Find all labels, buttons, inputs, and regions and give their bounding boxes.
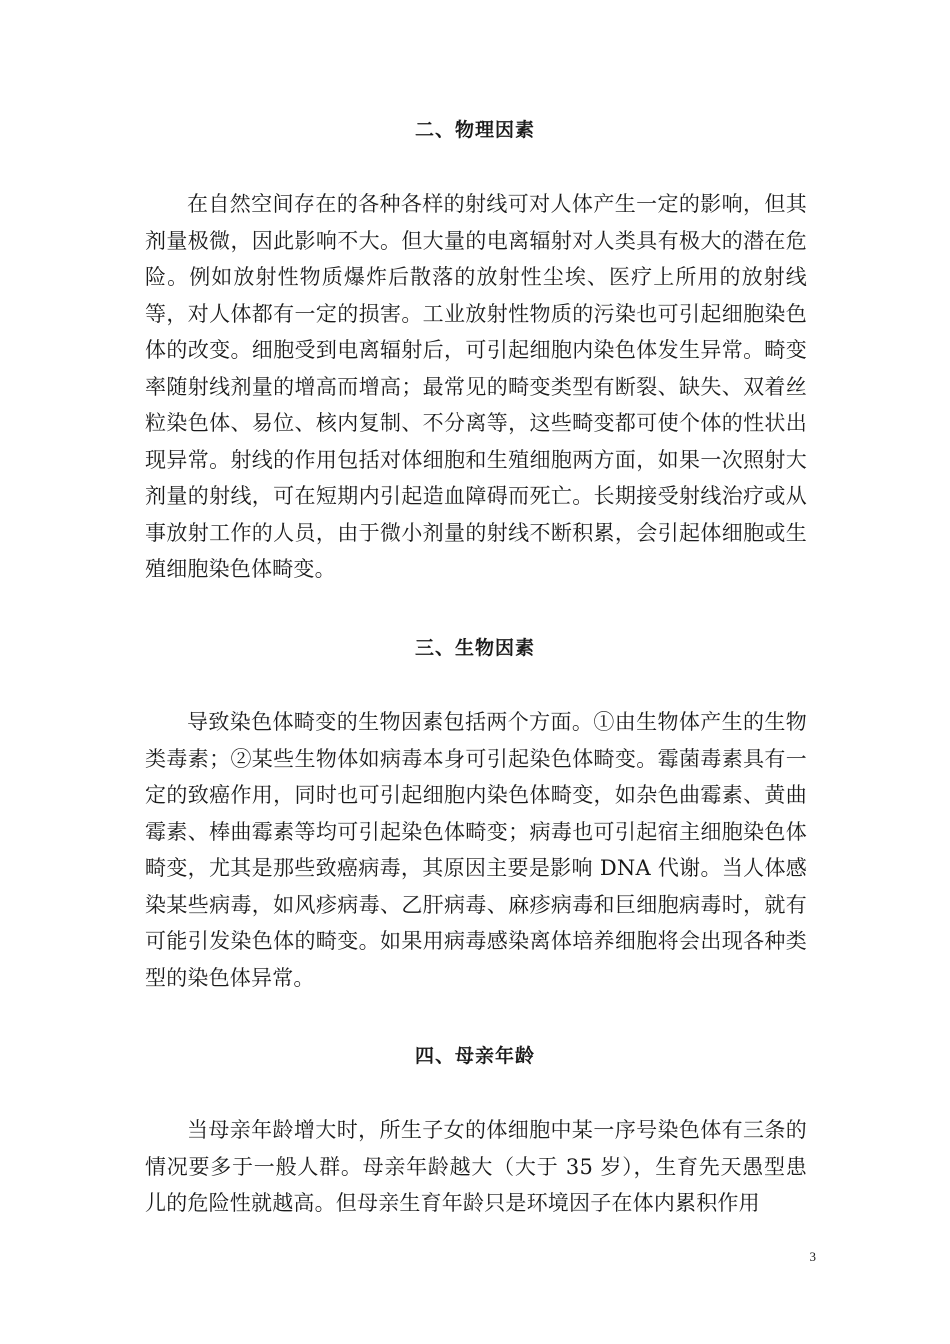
section-paragraph-maternal-age: 当母亲年龄增大时，所生子女的体细胞中某一序号染色体有三条的情况要多于一般人群。母亲年龄越大（大于 35 岁），生育先天愚型患儿的危险性就越高。但母亲生育年龄只是环境因子在体内累积作用 — [145, 1118, 807, 1215]
section-paragraph-physical-factors: 在自然空间存在的各种各样的射线可对人体产生一定的影响，但其剂量极微，因此影响不大。但大量的电离辐射对人类具有极大的潜在危险。例如放射性物质爆炸后散落的放射性尘埃、医疗上所用的放射线等，对人体都有一定的损害。工业放射性物质的污染也可引起细胞染色体的改变。细胞受到电离辐射后，可引起细胞内染色体发生异常。畸变率随射线剂量的增高而增高；最常见的畸变类型有断裂、缺失、双着丝粒染色体、易位、核内复制、不分离等，这些畸变都可使个体的性状出现异常。射线的作用包括对体细胞和生殖细胞两方面，如果一次照射大剂量的射线，可在短期内引起造血障碍而死亡。长期接受射线治疗或从事放射工作的人员，由于微小剂量的射线不断积累，会引起体细胞或生殖细胞染色体畸变。 — [145, 192, 807, 581]
section-paragraph-biological-factors: 导致染色体畸变的生物因素包括两个方面。①由生物体产生的生物类毒素；②某些生物体如病毒本身可引起染色体畸变。霉菌毒素具有一定的致癌作用，同时也可引起细胞内染色体畸变，如杂色曲霉素、黄曲霉素、棒曲霉素等均可引起染色体畸变；病毒也可引起宿主细胞染色体畸变，尤其是那些致癌病毒，其原因主要是影响 DNA 代谢。当人体感染某些病毒，如风疹病毒、乙肝病毒、麻疹病毒和巨细胞病毒时，就有可能引发染色体的畸变。如果用病毒感染离体培养细胞将会出现各种类型的染色体异常。 — [145, 710, 807, 990]
section-heading-maternal-age: 四、母亲年龄 — [414, 1045, 535, 1067]
section-heading-physical-factors: 二、物理因素 — [414, 119, 535, 141]
section-heading-biological-factors: 三、生物因素 — [414, 637, 535, 659]
page-number: 3 — [809, 1249, 816, 1264]
